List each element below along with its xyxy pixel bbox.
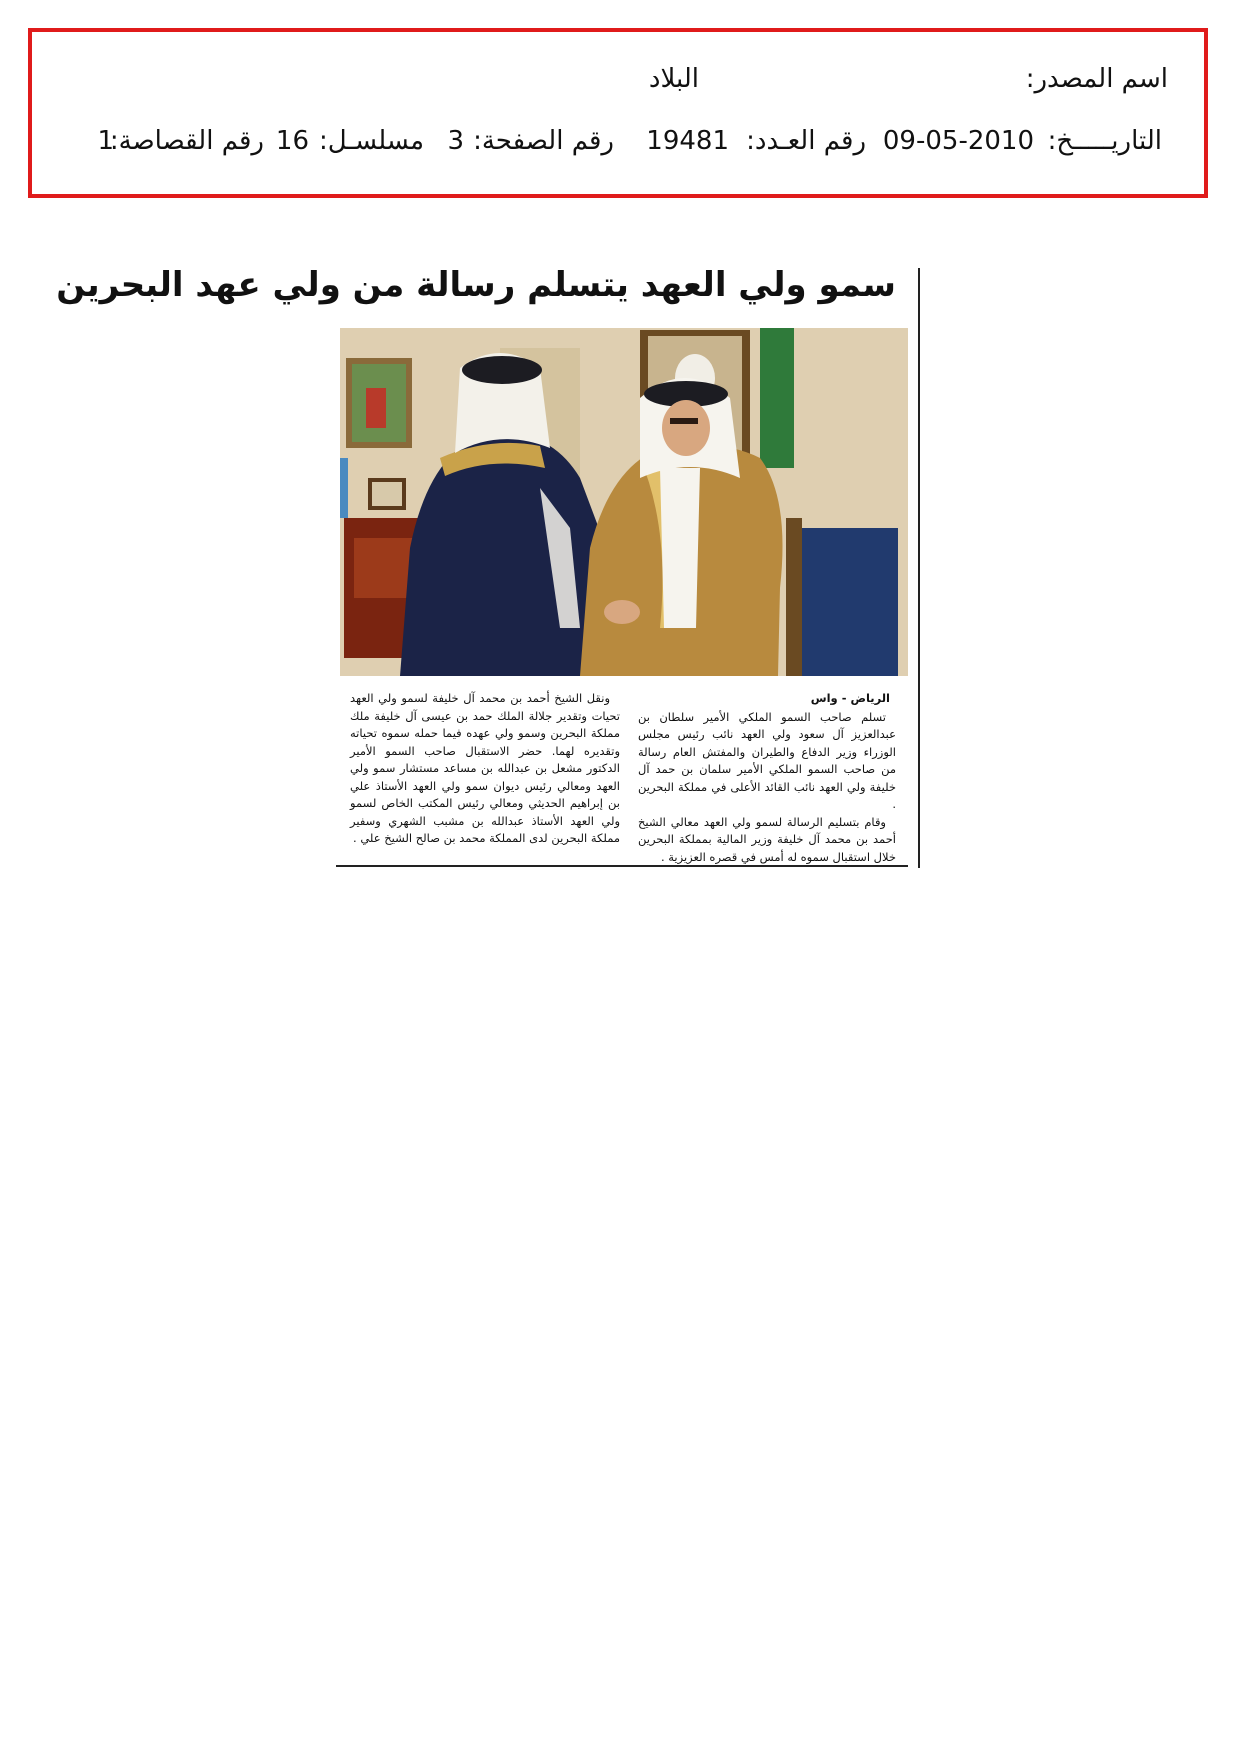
article-dateline: الرياض - واس [810, 691, 890, 705]
column-divider [918, 268, 920, 868]
article-headline: سمو ولي العهد يتسلم رسالة من ولي عهد البحرين [56, 265, 896, 305]
serial-label: مسلسـل: [319, 126, 424, 156]
issue-label: رقم العـدد: [746, 126, 866, 156]
issue-value: 19481 [646, 126, 729, 156]
date-value: 09-05-2010 [882, 126, 1034, 156]
clipping-metadata-box [28, 28, 1208, 198]
article-paragraph: وقام بتسليم الرسالة لسمو ولي العهد معالي الشيخ أحمد بن محمد آل خليفة وزير المالية بمملكة البحرين خلال استقبال سموه له أمس في قصره العزيزية . [638, 814, 896, 864]
article-paragraph: ونقل الشيخ أحمد بن محمد آل خليفة لسمو ولي العهد تحيات وتقدير جلالة الملك حمد بن عيسى آل خليفة ملك مملكة البحرين وسمو ولي عهده فيما حمله سموه تحياته وتقديره لهما. حضر الاستقبال صاحب السمو الأمير الدكتور مشعل بن عبدالله بن مساعد مستشار سمو ولي العهد ومعالي رئيس ديوان سمو ولي العهد الأستاذ علي بن إبراهيم الحديثي ومعالي رئيس المكتب الخاص لسمو ولي العهد الأستاذ عبدالله بن مشبب الشهري وسفير مملكة البحرين لدى المملكة محمد بن صالح الشيخ علي . [350, 691, 620, 845]
article-column-left [350, 690, 620, 848]
article-paragraph: تسلم صاحب السمو الملكي الأمير سلطان بن عبدالعزيز آل سعود ولي العهد نائب رئيس مجلس الوزراء وزير الدفاع والطيران والمفتش العام رسالة من صاحب السمو الملكي الأمير سلمان بن حمد آل خليفة ولي العهد نائب القائد الأعلى في مملكة البحرين . [638, 709, 896, 811]
page-value: 3 [447, 126, 464, 156]
article-photo [340, 328, 908, 676]
serial-value: 16 [275, 126, 309, 156]
clip-number-value: 1 [97, 126, 114, 156]
source-label: اسم المصدر: [1025, 64, 1168, 94]
clip-number-label: رقم القصاصة: [109, 126, 264, 156]
article-column-right [638, 690, 896, 866]
newspaper-clipping [56, 262, 924, 872]
date-label: التاريـــــخ: [1047, 126, 1162, 156]
page-label: رقم الصفحة: [473, 126, 614, 156]
source-value: البلاد [648, 64, 699, 94]
